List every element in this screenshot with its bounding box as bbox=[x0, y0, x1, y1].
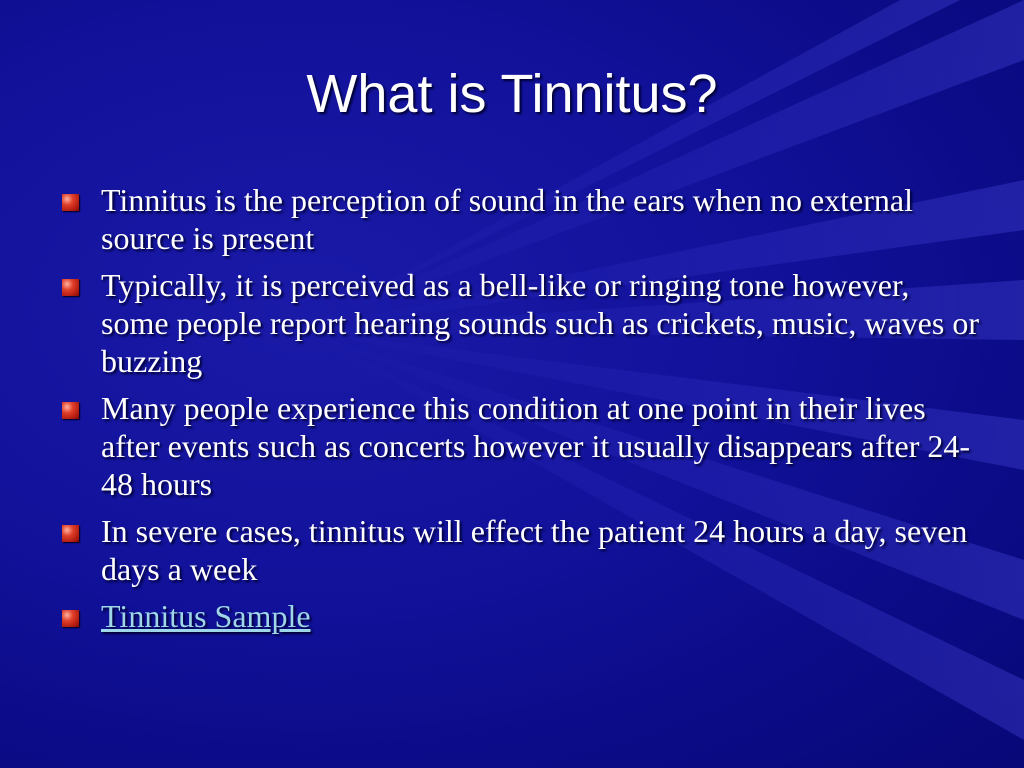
bullet-text: Typically, it is perceived as a bell-like or ringing tone however, some people report hearing sounds such as crickets, music, waves or buzzing bbox=[101, 267, 979, 379]
bullet-list bbox=[62, 181, 982, 644]
bullet-item bbox=[62, 266, 982, 380]
bullet-item bbox=[62, 389, 982, 503]
square-bullet-icon bbox=[62, 194, 79, 211]
square-bullet-icon bbox=[62, 610, 79, 627]
square-bullet-icon bbox=[62, 279, 79, 296]
bullet-text: Tinnitus is the perception of sound in the ears when no external source is present bbox=[101, 182, 913, 256]
square-bullet-icon bbox=[62, 525, 79, 542]
tinnitus-sample-link[interactable]: Tinnitus Sample bbox=[101, 598, 311, 634]
bullet-item bbox=[62, 181, 982, 257]
slide-title: What is Tinnitus? bbox=[306, 64, 718, 124]
bullet-text: Many people experience this condition at one point in their lives after events such as concerts however it usually disappears after 24-48 hours bbox=[101, 390, 970, 502]
bullet-item bbox=[62, 512, 982, 588]
square-bullet-icon bbox=[62, 402, 79, 419]
bullet-item-link bbox=[62, 597, 982, 635]
bullet-text: In severe cases, tinnitus will effect the patient 24 hours a day, seven days a week bbox=[101, 513, 968, 587]
